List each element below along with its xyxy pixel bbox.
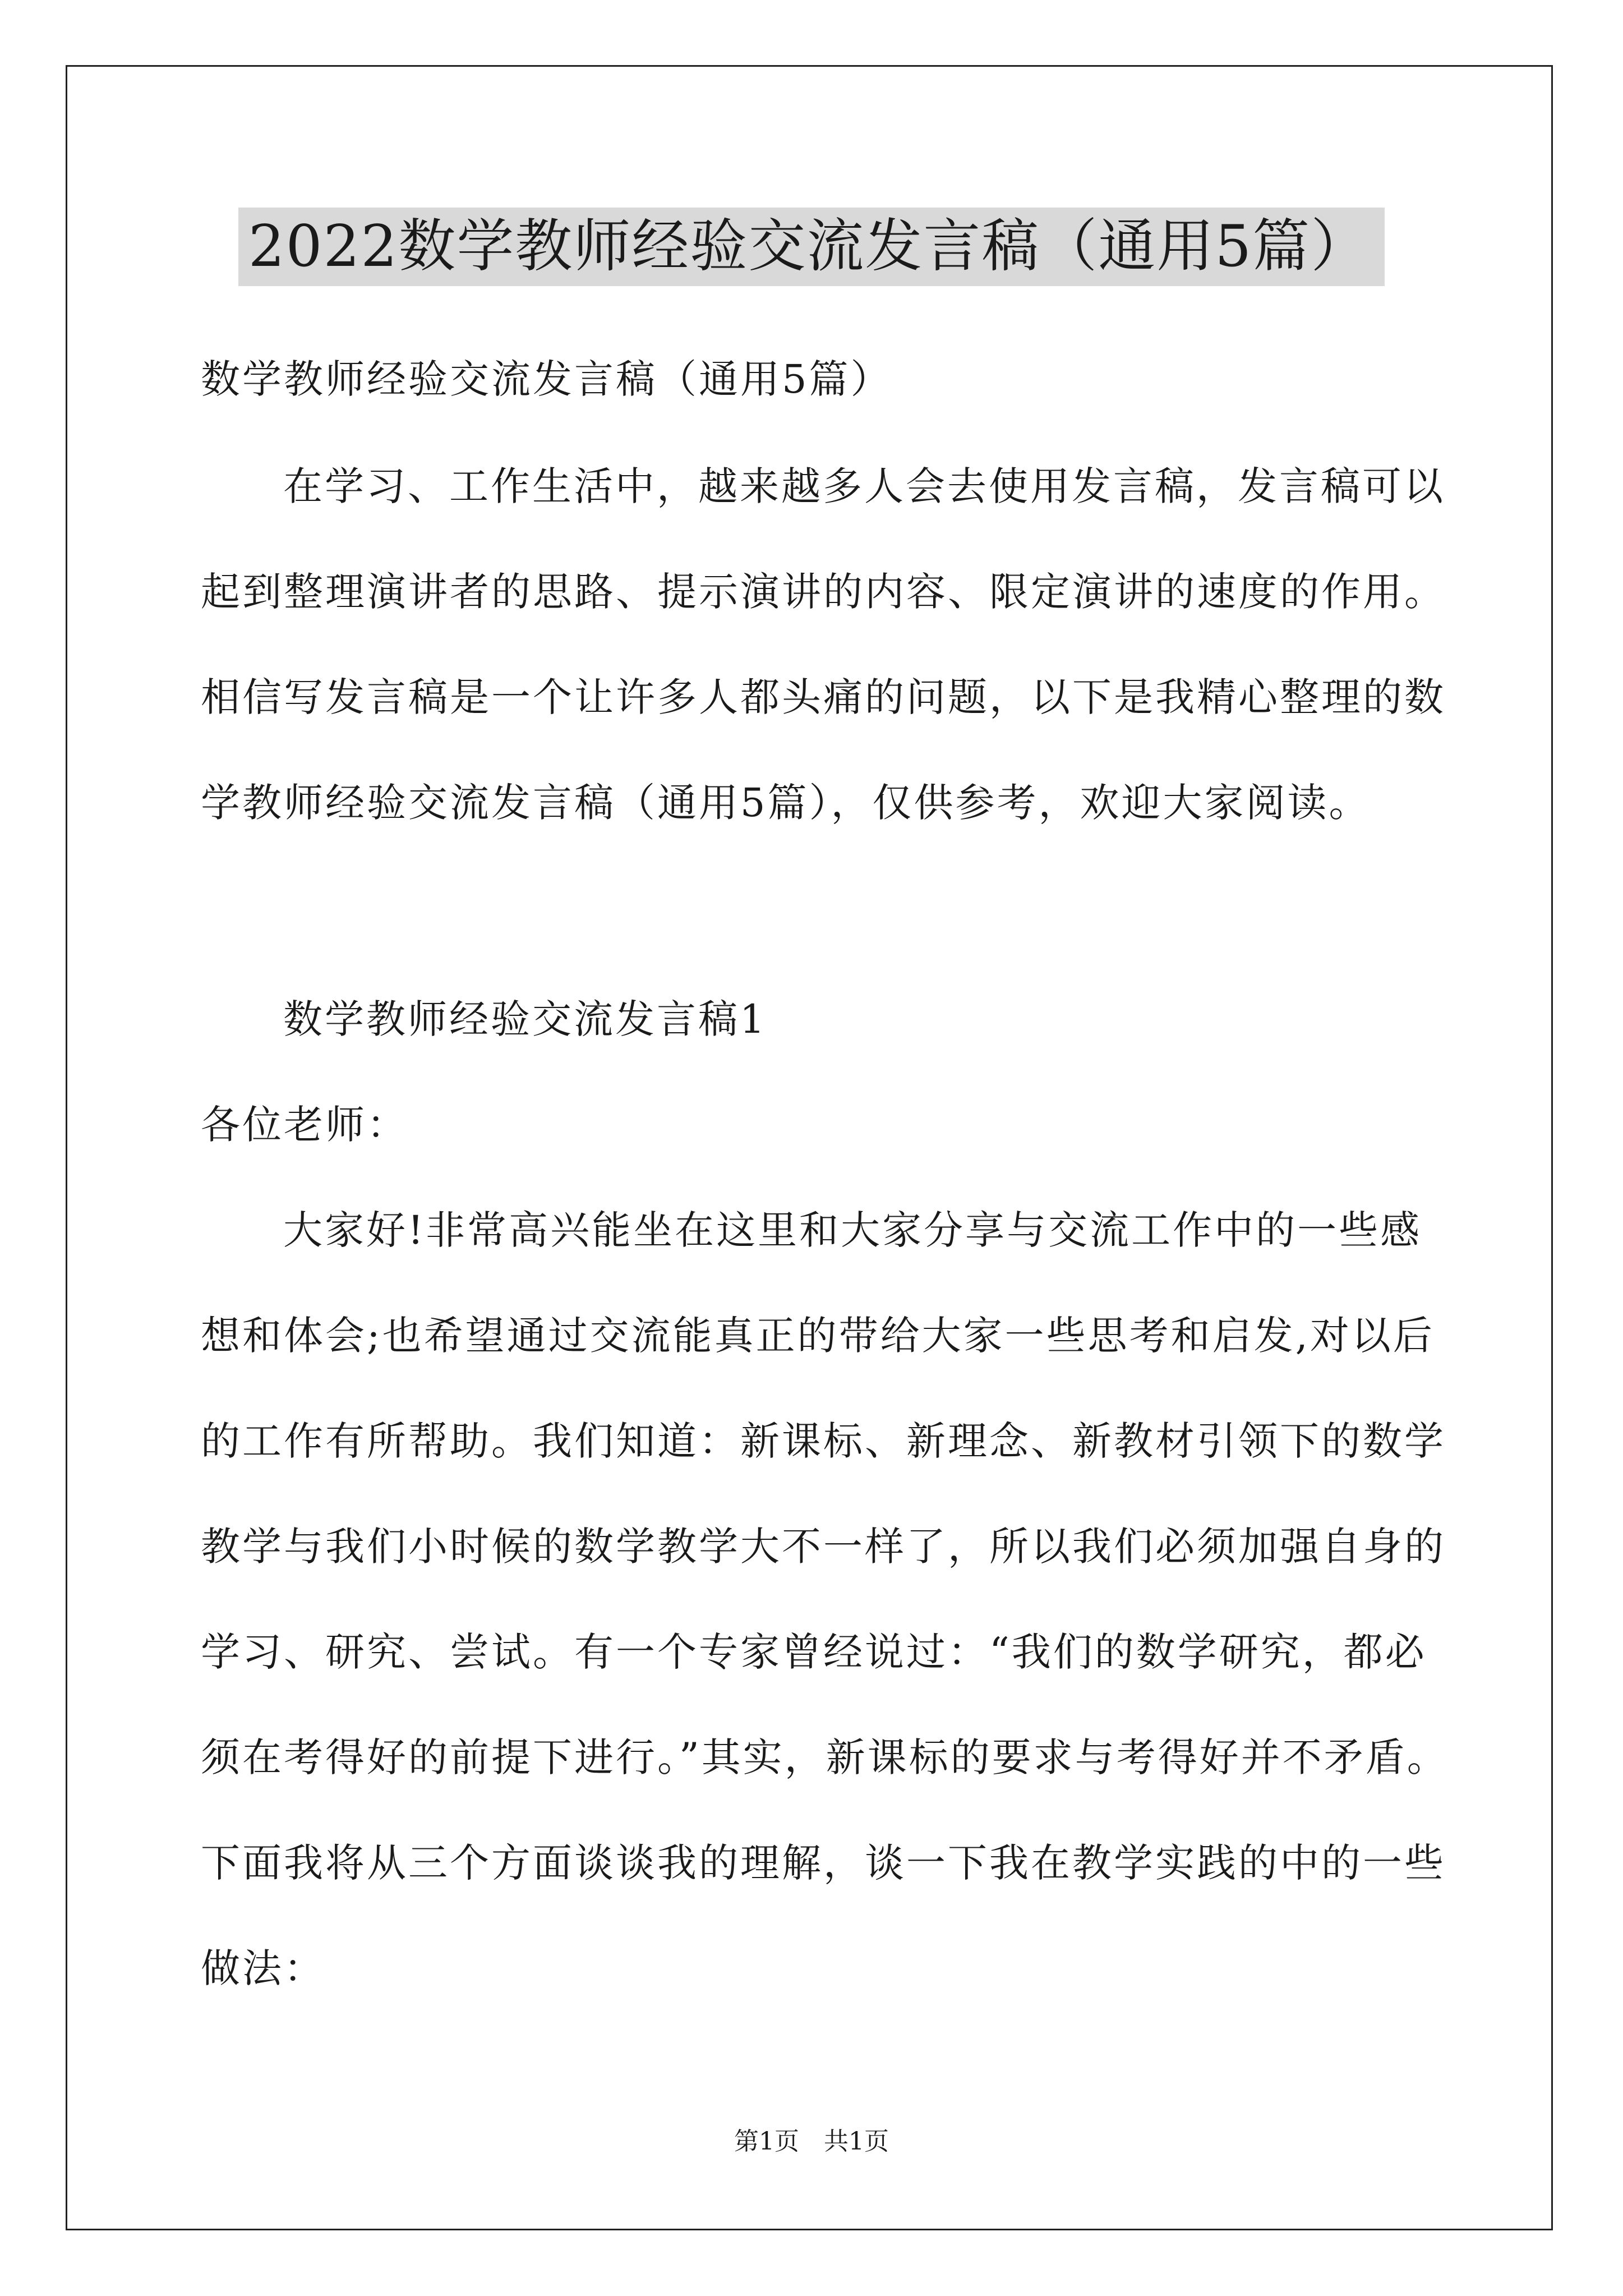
body-line-6: 须在考得好的前提下进行。”其实，新课标的要求与考得好并不矛盾。 [201,1734,1449,1780]
body-line-1: 大家好!非常高兴能坐在这里和大家分享与交流工作中的一些感 [283,1207,1422,1253]
intro-line-1: 在学习、工作生活中，越来越多人会去使用发言稿，发言稿可以 [283,463,1445,509]
body-line-4: 教学与我们小时候的数学教学大不一样了，所以我们必须加强自身的 [201,1524,1446,1570]
page-number-total: 共1页 [824,2127,889,2156]
document-subtitle: 数学教师经验交流发言稿（通用5篇） [201,356,892,402]
intro-line-3: 相信写发言稿是一个让许多人都头痛的问题，以下是我精心整理的数 [201,674,1446,720]
salutation: 各位老师： [201,1102,408,1148]
page-footer [0,2125,1623,2159]
body-line-3: 的工作有所帮助。我们知道：新课标、新理念、新教材引领下的数学 [201,1418,1446,1464]
intro-line-2: 起到整理演讲者的思路、提示演讲的内容、限定演讲的速度的作用。 [201,569,1446,615]
document-title: 2022数学教师经验交流发言稿（通用5篇） [238,208,1385,286]
body-line-2: 想和体会;也希望通过交流能真正的带给大家一些思考和启发,对以后 [201,1313,1435,1359]
page-number-current: 第1页 [734,2127,799,2156]
body-line-8: 做法： [201,1945,325,1991]
body-line-7: 下面我将从三个方面谈谈我的理解，谈一下我在教学实践的中的一些 [201,1840,1446,1886]
section-heading: 数学教师经验交流发言稿1 [283,996,767,1042]
body-line-5: 学习、研究、尝试。有一个专家曾经说过：“我们的数学研究，都必 [201,1629,1427,1675]
intro-line-4: 学教师经验交流发言稿（通用5篇），仅供参考，欢迎大家阅读。 [201,780,1371,826]
title-container [0,208,1623,286]
